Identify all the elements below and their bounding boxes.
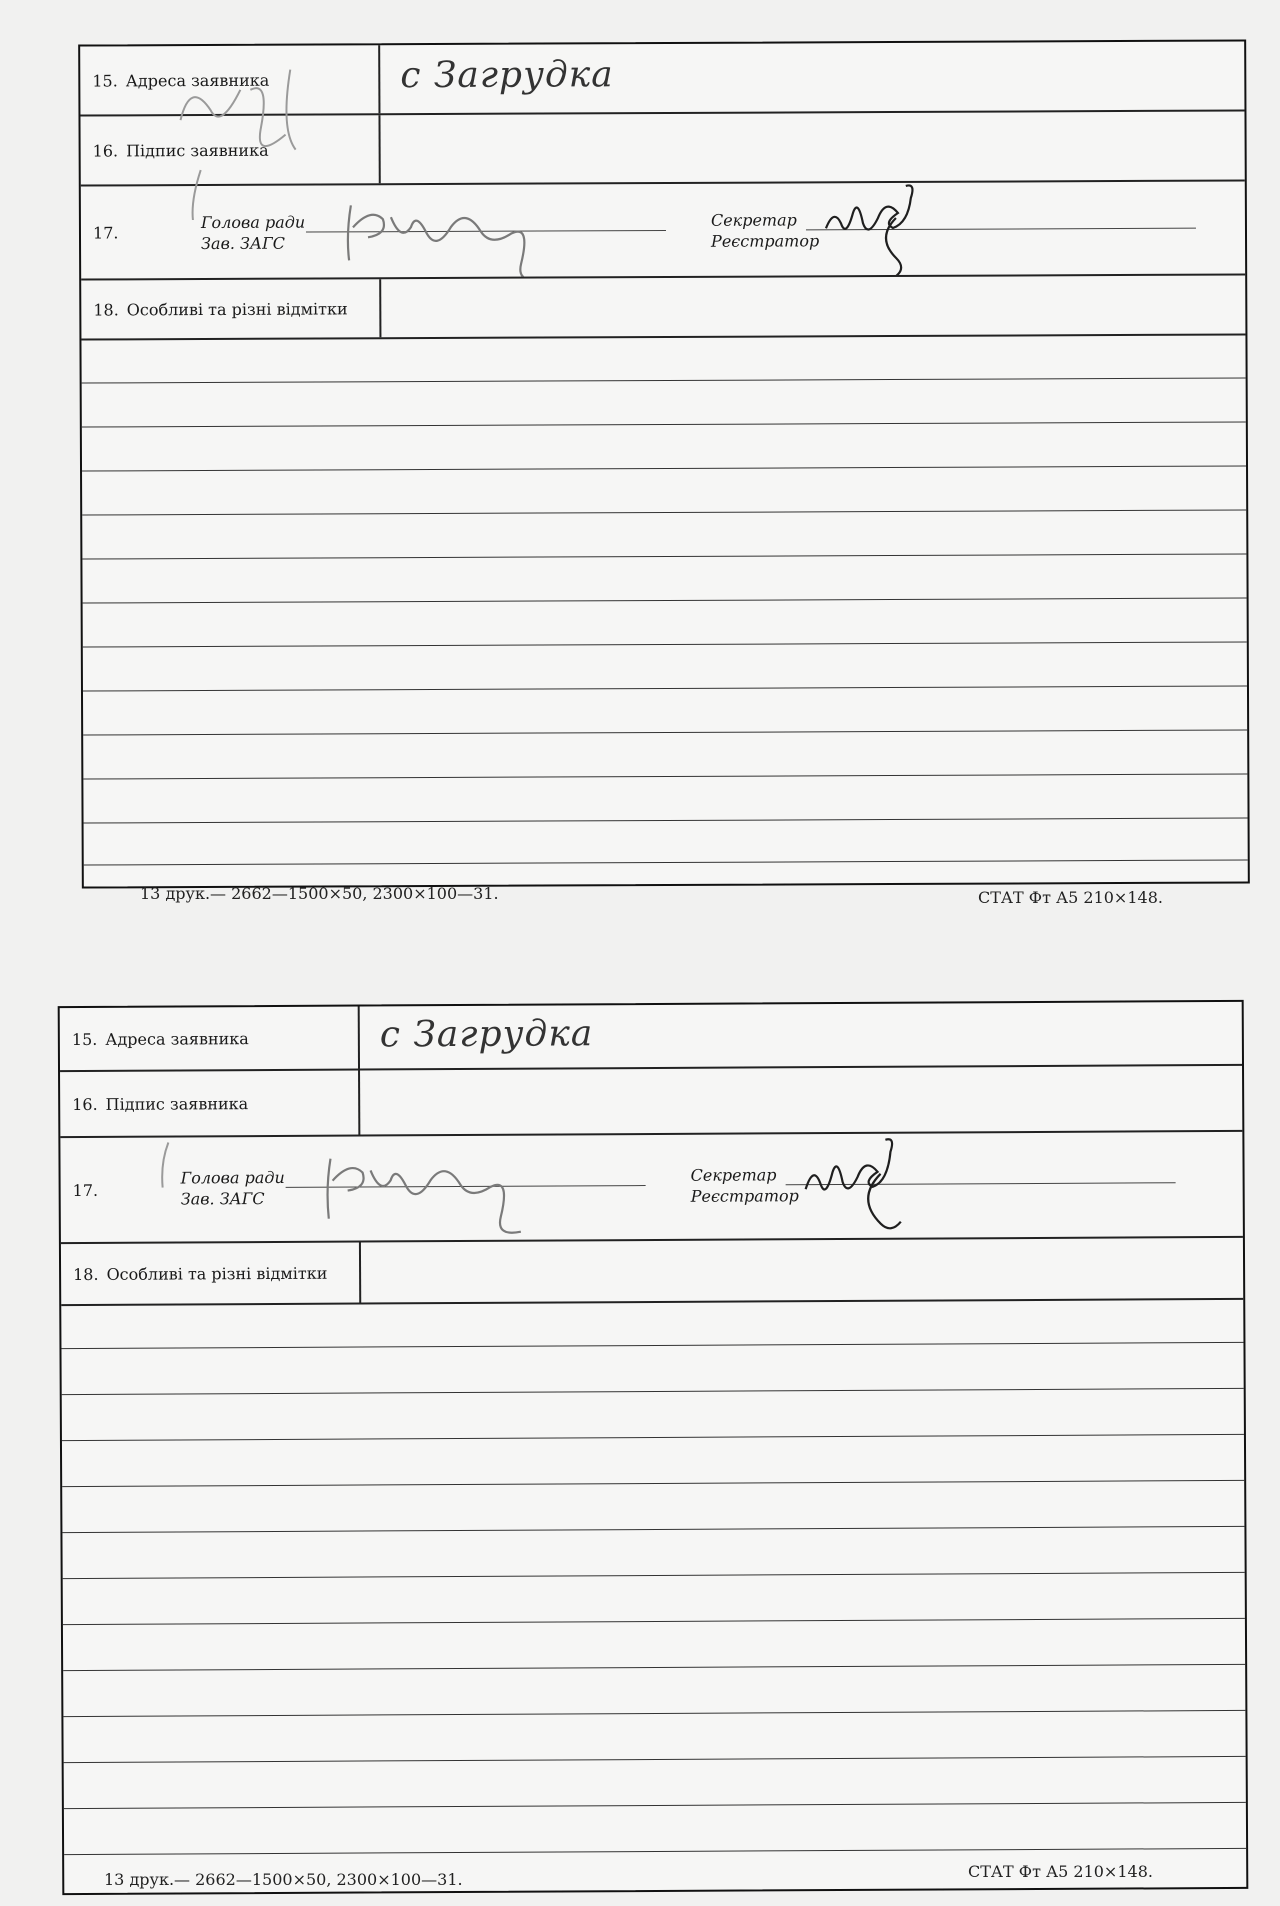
print-footer-left: 13 друк.— 2662—1500×50, 2300×100—31.	[140, 884, 499, 903]
print-footer-right: СТАТ Фт А5 210×148.	[978, 888, 1163, 907]
field-18-label: 18. Особливі та різні відмітки	[61, 1243, 361, 1305]
field-16-label: 16. Підпис заявника	[80, 115, 380, 184]
field-15-row	[60, 1002, 1242, 1072]
secretary-signature	[821, 183, 951, 276]
ruled-line	[82, 421, 1246, 427]
applicant-address-value: с Загрудка	[379, 1013, 594, 1056]
secretary-title: Секретар Реєстратор	[710, 210, 820, 251]
field-17-label: 17.	[92, 222, 119, 242]
field-15-label: 15. Адреса заявника	[60, 1007, 360, 1071]
secretary-title: Секретар Реєстратор	[690, 1165, 799, 1206]
applicant-address-value: с Загрудка	[400, 54, 614, 97]
field-17-row	[81, 181, 1245, 280]
ruled-line	[62, 1388, 1244, 1395]
ruled-line	[63, 1710, 1245, 1717]
field-15-label: 15. Адреса заявника	[80, 45, 380, 114]
ruled-line	[83, 773, 1247, 779]
ruled-line	[63, 1572, 1245, 1579]
ruled-line	[61, 1342, 1243, 1349]
ruled-line	[62, 1480, 1244, 1487]
registration-form-top	[78, 39, 1250, 888]
ruled-line	[62, 1434, 1244, 1441]
margin-pencil-mark	[150, 1137, 180, 1197]
field-18-label: 18. Особливі та різні відмітки	[81, 279, 381, 338]
chairman-signature	[310, 1139, 560, 1236]
ruled-line	[63, 1618, 1245, 1625]
ruled-line	[83, 641, 1247, 647]
chairman-signature	[331, 186, 581, 277]
registration-form-bottom	[58, 1000, 1249, 1895]
ruled-line	[64, 1802, 1246, 1809]
secretary-signature	[800, 1133, 941, 1238]
ruled-line	[82, 553, 1246, 559]
print-footer-left: 13 друк.— 2662—1500×50, 2300×100—31.	[104, 1870, 463, 1889]
ruled-line	[82, 465, 1246, 471]
ruled-line	[83, 597, 1247, 603]
chairman-title: Голова ради Зав. ЗАГС	[180, 1167, 285, 1209]
ruled-line	[62, 1526, 1244, 1533]
ruled-line	[84, 859, 1248, 865]
print-footer-right: СТАТ Фт А5 210×148.	[968, 1862, 1153, 1881]
field-16-row	[60, 1066, 1242, 1138]
field-18-row	[81, 275, 1245, 340]
field-16-label: 16. Підпис заявника	[60, 1071, 360, 1137]
ruled-line	[84, 817, 1248, 823]
chairman-title: Голова ради Зав. ЗАГС	[200, 212, 306, 254]
ruled-line	[82, 509, 1246, 515]
ruled-line	[83, 685, 1247, 691]
ruled-line	[64, 1848, 1246, 1855]
ruled-line	[82, 377, 1246, 383]
field-17-label: 17.	[72, 1180, 99, 1200]
field-17-row	[60, 1132, 1243, 1244]
ruled-line	[64, 1756, 1246, 1763]
ruled-line	[63, 1664, 1245, 1671]
field-18-row	[61, 1238, 1243, 1306]
ruled-line	[83, 729, 1247, 735]
